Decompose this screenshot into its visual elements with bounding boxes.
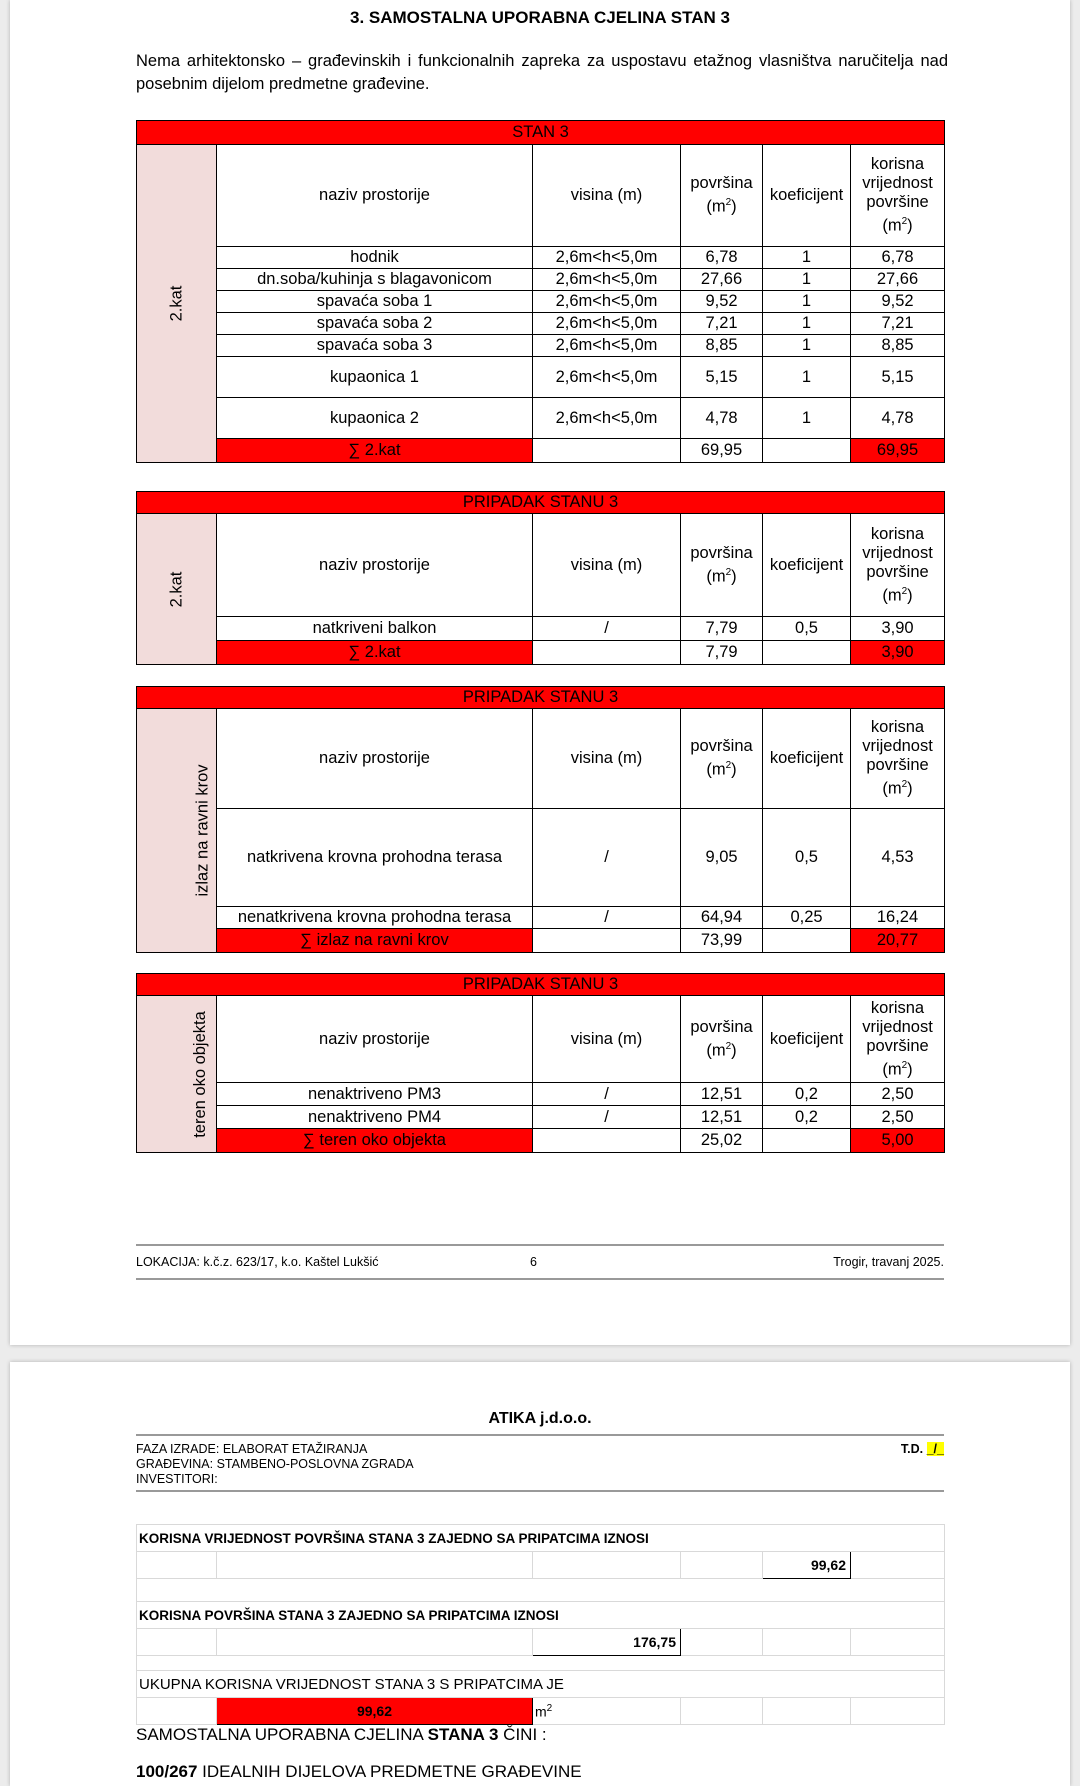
footer-divider-bottom — [136, 1278, 944, 1280]
info-divider — [136, 1490, 944, 1492]
sum-row: ∑ 2.kat 69,95 69,95 — [137, 439, 945, 463]
header-divider — [136, 1434, 944, 1436]
floor-label: teren oko objekta — [190, 1010, 209, 1138]
grand-total-value: 99,62 — [217, 1698, 533, 1725]
header-useful: korisna vrijednost površine $(m^2)$ — [851, 145, 945, 247]
unit-statement: SAMOSTALNA UPORABNA CJELINA STANA 3 ČINI : — [136, 1725, 547, 1744]
sum-row: ∑ 2.kat 7,79 3,90 — [137, 641, 945, 665]
table-row: spavaća soba 2 2,6m<h<5,0m 7,21 1 7,21 — [137, 313, 945, 335]
useful-total-value: 99,62 — [763, 1552, 851, 1579]
table-row: natkriveni balkon / 7,79 0,5 3,90 — [137, 617, 945, 641]
table-row: nenaktriveno PM3 / 12,51 0,2 2,50 — [137, 1083, 945, 1106]
grand-total-unit: $m^2$ — [533, 1698, 681, 1725]
table-banner: PRIPADAK STANU 3 — [137, 974, 945, 996]
td-reference: T.D. _/_ — [900, 1442, 944, 1456]
section-title: 3. SAMOSTALNA UPORABNA CJELINA STAN 3 — [349, 8, 730, 27]
floor-label: 2.kat — [167, 285, 185, 322]
table-pripadak-teren: PRIPADAK STANU 3 teren oko objekta naziv prostorije visina (m) površina $(m^2)$ koeficijent korisna vrijednost površine $(m^2)$ nenaktriveno PM3 / 12,51 0,2 2,50 nenaktriveno PM4 / 12,51 0,2 2,50 ∑ teren oko objekta 25,02 5,00 — [136, 973, 945, 1153]
totals-table — [136, 1524, 945, 1725]
header-coefficient: koeficijent — [763, 145, 851, 247]
table-row: nenaktriveno PM4 / 12,51 0,2 2,50 — [137, 1106, 945, 1129]
table-row: kupaonica 2 2,6m<h<5,0m 4,78 1 4,78 — [137, 398, 945, 439]
footer-page-number: 6 — [530, 1255, 537, 1269]
area-total-value: 176,75 — [533, 1629, 681, 1656]
table-pripadak-balkon: PRIPADAK STANU 3 2.kat naziv prostorije visina (m) površina $(m^2)$ koeficijent korisna vrijednost površine $(m^2)$ natkriveni balkon / 7,79 0,5 3,90 ∑ 2.kat 7,79 3,90 — [136, 491, 945, 665]
floor-label-cell — [137, 996, 217, 1153]
footer-location: LOKACIJA: k.č.z. 623/17, k.o. Kaštel Lukšić — [136, 1255, 379, 1269]
grand-total-label: UKUPNA KORISNA VRIJEDNOST STANA 3 S PRIPATCIMA JE — [137, 1671, 945, 1698]
sum-row: ∑ izlaz na ravni krov 73,99 20,77 — [137, 929, 945, 953]
header-room: naziv prostorije — [217, 145, 533, 247]
table-row: nenatkrivena krovna prohodna terasa / 64,94 0,25 16,24 — [137, 907, 945, 929]
table-banner: PRIPADAK STANU 3 — [137, 687, 945, 709]
table-row: kupaonica 1 2,6m<h<5,0m 5,15 1 5,15 — [137, 357, 945, 398]
area-total-label: KORISNA POVRŠINA STANA 3 ZAJEDNO SA PRIPATCIMA IZNOSI — [137, 1602, 945, 1629]
project-info: FAZA IZRADE: ELABORAT ETAŽIRANJA GRAĐEVINA: STAMBENO-POSLOVNA ZGRADA INVESTITORI: — [136, 1442, 414, 1486]
useful-total-label: KORISNA VRIJEDNOST POVRŠINA STANA 3 ZAJEDNO SA PRIPATCIMA IZNOSI — [137, 1525, 945, 1552]
header-area: površina $(m^2)$ — [681, 145, 763, 247]
table-row: spavaća soba 1 2,6m<h<5,0m 9,52 1 9,52 — [137, 291, 945, 313]
floor-label-cell — [137, 145, 217, 463]
company-name: ATIKA j.d.o.o. — [488, 1410, 592, 1427]
table-row: dn.soba/kuhinja s blagavonicom 2,6m<h<5,0m 27,66 1 27,66 — [137, 269, 945, 291]
floor-label: 2.kat — [167, 571, 185, 607]
ownership-share: 100/267 IDEALNIH DIJELOVA PREDMETNE GRAĐEVINE — [136, 1762, 582, 1781]
footer-divider-top — [136, 1244, 944, 1246]
header-height: visina (m) — [533, 145, 681, 247]
floor-label-cell — [137, 514, 217, 665]
table-pripadak-krov: PRIPADAK STANU 3 izlaz na ravni krov naziv prostorije visina (m) površina $(m^2)$ koeficijent korisna vrijednost površine $(m^2)$ natkrivena krovna prohodna terasa / 9,05 0,5 4,53 nenatkrivena krovna prohodna terasa / 64,94 0,25 16,24 ∑ izlaz na ravni krov 73,99 20,77 — [136, 686, 945, 953]
table-banner: STAN 3 — [137, 121, 945, 145]
floor-label-cell — [137, 709, 217, 953]
document-page-2 — [10, 1362, 1070, 1786]
intro-paragraph: Nema arhitektonsko – građevinskih i funkcionalnih zapreka za uspostavu etažnog vlasništva naručitelja nad posebnim dijelom predmetne građevine. — [136, 52, 948, 93]
table-row: natkrivena krovna prohodna terasa / 9,05 0,5 4,53 — [137, 809, 945, 907]
sum-row: ∑ teren oko objekta 25,02 5,00 — [137, 1129, 945, 1153]
table-stan3 — [136, 120, 945, 463]
table-row: hodnik 2,6m<h<5,0m 6,78 1 6,78 — [137, 247, 945, 269]
footer-place-date: Trogir, travanj 2025. — [833, 1255, 944, 1269]
table-row: spavaća soba 3 2,6m<h<5,0m 8,85 1 8,85 — [137, 335, 945, 357]
table-banner: PRIPADAK STANU 3 — [137, 492, 945, 514]
floor-label: izlaz na ravni krov — [193, 764, 212, 897]
document-page-1 — [10, 0, 1070, 1345]
